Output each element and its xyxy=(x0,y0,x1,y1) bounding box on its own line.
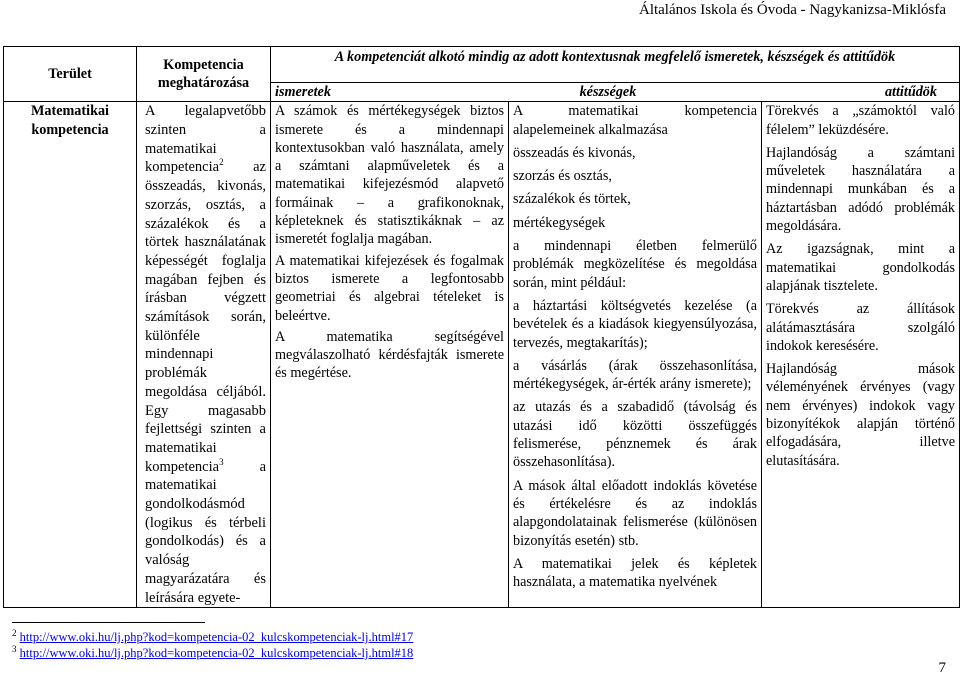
definition-cell xyxy=(137,102,271,608)
attitudes-cell xyxy=(762,102,960,608)
running-header: Általános Iskola és Óvoda - Nagykanizsa-Miklósfa xyxy=(638,2,946,18)
header-area: Terület xyxy=(4,47,137,102)
attitudes-paragraph: Az igazságnak, mint a matematikai gondolkodás alapjának tisztelete. xyxy=(766,241,956,294)
skills-paragraph: szorzás és osztás, xyxy=(513,168,612,185)
skills-paragraph: A mások által előadott indoklás követése és értékelésre és az indoklás alapgondolatainak felismerése (különösen bizonyítás esetén) stb. xyxy=(513,477,757,549)
skills-paragraph: a vásárlás (árak összehasonlítása, mértékegységek, ár-érték arány ismerete); xyxy=(513,357,757,393)
subheader-knowledge: ismeretek xyxy=(275,84,331,100)
skills-paragraph: a mindennapi életben felmerülő problémák megközelítése és megoldása során, mint például: xyxy=(513,238,757,291)
footnote-number: 2 xyxy=(12,627,17,638)
definition-part1: A legalapvetőbb szinten a matematikai kompetencia xyxy=(145,103,266,176)
subheader-skills: készségek xyxy=(579,84,637,100)
footnote-3 xyxy=(12,643,414,660)
footnote-link[interactable]: http://www.oki.hu/lj.php?kod=kompetencia-02_kulcskompetenciak-lj.html#18 xyxy=(19,646,414,660)
header-components: A kompetenciát alkotó mindig az adott kontextusnak megfelelő ismeretek, készségek és attitűdök xyxy=(271,47,960,83)
skills-paragraph: százalékok és törtek, xyxy=(513,191,631,208)
attitudes-paragraph: Hajlandóság mások véleményének érvényes (vagy nem érvényes) indokok vagy bizonyítékok alapján történő elfogadására, illetve elutasítására. xyxy=(766,361,956,469)
subheader-attitudes: attitűdök xyxy=(884,84,937,100)
area-cell: Matematikai kompetencia xyxy=(4,102,137,608)
subheader-row xyxy=(271,83,960,102)
skills-cell xyxy=(509,102,762,608)
footnote-ref-2[interactable]: 2 xyxy=(219,157,224,168)
skills-paragraph: a háztartási költségvetés kezelése (a bevételek és a kiadások kiegyensúlyozása, tervezés, megtakarítás); xyxy=(513,297,757,351)
header-definition: Kompetencia meghatározása xyxy=(137,47,271,102)
knowledge-cell xyxy=(271,102,509,608)
attitudes-paragraph: Törekvés az állítások alátámasztására szolgáló indokok keresésére. xyxy=(766,301,956,354)
footnote-separator xyxy=(12,622,205,623)
footnote-link[interactable]: http://www.oki.hu/lj.php?kod=kompetencia-02_kulcskompetenciak-lj.html#17 xyxy=(19,630,414,644)
attitudes-paragraph: Törekvés a „számoktól való félelem” leküzdésére. xyxy=(766,103,956,138)
skills-paragraph: A matematikai jelek és képletek használata, a matematika nyelvének xyxy=(513,555,757,591)
footnote-2 xyxy=(12,627,414,644)
skills-paragraph: az utazás és a szabadidő (távolság és utazási idő közötti összefüggés felismerése, pénznemek és árak összehasonlítása). xyxy=(513,399,757,471)
attitudes-paragraph: Hajlandóság a számtani műveletek használatára a mindennapi munkában és a háztartásban adódó problémák megoldására. xyxy=(766,144,956,235)
knowledge-paragraph: A matematikai kifejezések és fogalmak biztos ismerete a legfontosabb geometriai és algebrai tételeket is beleértve. xyxy=(275,252,504,324)
footnote-number: 3 xyxy=(12,643,17,654)
definition-part2: az összeadás, kivonás, szorzás, osztás, a százalékok és a törtek használatának képességét foglalja magában fejben és írásban végzett számítások során, különféle mindennapi problémák megoldása céljából. Egy magasabb fejlettségi szinten a matematikai kompetencia xyxy=(145,159,266,475)
knowledge-paragraph: A számok és mértékegységek biztos ismerete és a mindennapi kontextusokban való használata, amely a számtani alapműveletek és a matematikai kifejezésmód alapvető formáinak – a grafikonoknak, képleteknek és statisztikáknak – az ismeretét foglalja magában. xyxy=(275,103,504,248)
skills-paragraph: A matematikai kompetencia alapelemeinek alkalmazása xyxy=(513,103,757,138)
definition-part3: a matematikai gondolkodásmód (logikus és térbeli gondolkodás) és a valóság magyarázatára és leírására egyete- xyxy=(145,458,266,606)
competence-table xyxy=(3,46,960,608)
skills-paragraph: mértékegységek xyxy=(513,214,606,231)
skills-paragraph: összeadás és kivonás, xyxy=(513,144,636,161)
knowledge-paragraph: A matematika segítségével megválaszolható kérdésfajták ismerete és megértése. xyxy=(275,328,504,382)
footnote-ref-3[interactable]: 3 xyxy=(219,456,224,467)
page-number: 7 xyxy=(938,660,946,676)
